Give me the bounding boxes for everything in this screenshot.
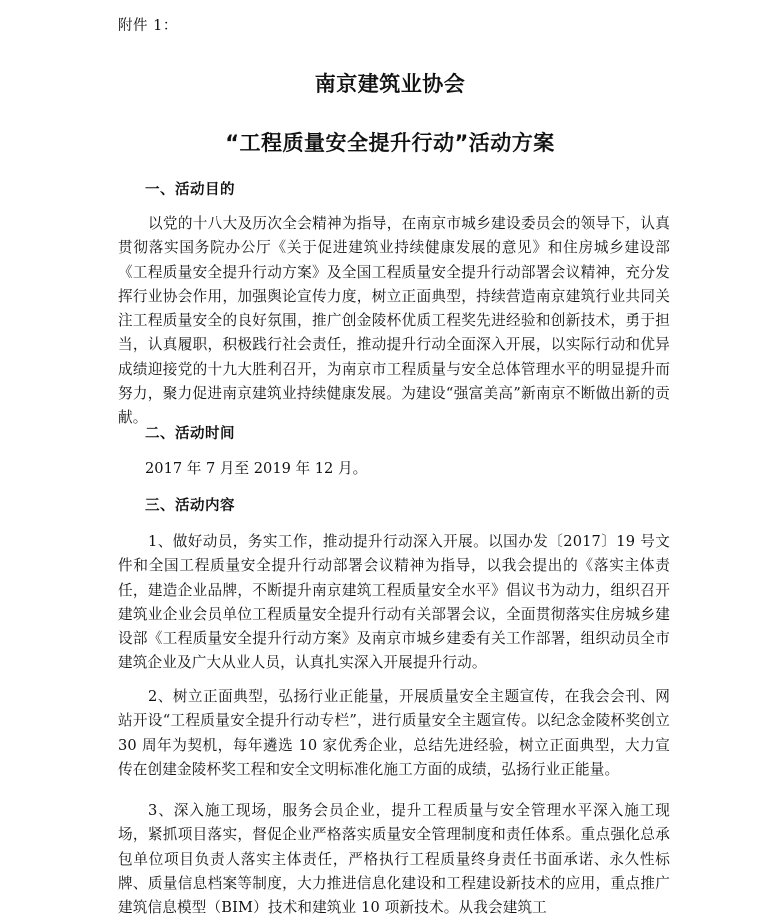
content-item-3: 3、深入施工现场，服务会员企业，提升工程质量与安全管理水平深入施工现场，紧抓项目落实，督促企业严格落实质量安全管理制度和责任体系。重点强化总承包单位项目负责人落实主体责任，严格执行工程质量终身责任书面承诺、永久性标牌、质量信息档案等制度，大力推进信息化建设和工程建设新技术的应用，重点推广建筑信息模型（BIM）技术和建筑业 10 项新技术。从我会建筑工 [118, 802, 670, 917]
title-organization: 南京建筑业协会 [314, 72, 466, 96]
content-item-2: 2、树立正面典型，弘扬行业正能量，开展质量安全主题宣传，在我会会刊、网站开设“工程质量安全提升行动专栏”，进行质量安全主题宣传。以纪念金陵杯奖创立 30 周年为契机，每年遴选 10 家优秀企业，总结先进经验，树立正面典型，大力宣传在创建金陵杯奖工程和安全文明标准化施工方面的成绩，弘扬行业正能量。 [118, 688, 670, 778]
section-heading-purpose: 一、活动目的 [145, 182, 235, 198]
section-heading-content: 三、活动内容 [145, 498, 235, 514]
section-heading-time: 二、活动时间 [145, 426, 235, 442]
activity-time-text: 2017 年 7 月至 2019 年 12 月。 [145, 460, 368, 477]
content-item-1: 1、做好动员，务实工作，推动提升行动深入开展。以国办发〔2017〕19 号文件和全国工程质量安全提升行动部署会议精神为指导，以我会提出的《落实主体责任，建造企业品牌，不断提升南京建筑工程质量安全水平》倡议书为动力，组织召开建筑业企业会员单位工程质量安全提升行动有关部署会议，全面贯彻落实住房城乡建设部《工程质量安全提升行动方案》及南京市城乡建委有关工作部署，组织动员全市建筑企业及广大从业人员，认真扎实深入开展提升行动。 [118, 533, 670, 672]
paragraph-purpose: 以党的十八大及历次全会精神为指导，在南京市城乡建设委员会的领导下，认真贯彻落实国务院办公厅《关于促进建筑业持续健康发展的意见》和住房城乡建设部《工程质量安全提升行动方案》及全国工程质量安全提升行动部署会议精神，充分发挥行业协会作用，加强舆论宣传力度，树立正面典型，持续营造南京建筑行业共同关注工程质量安全的良好氛围，推广创金陵杯优质工程奖先进经验和创新技术，勇于担当，认真履职，积极践行社会责任，推动提升行动全面深入开展，以实际行动和优异成绩迎接党的十九大胜利召开，为南京市工程质量与安全总体管理水平的明显提升而努力，聚力促进南京建筑业持续健康发展。为建设“强富美高”新南京不断做出新的贡献。 [118, 215, 670, 427]
title-plan: “工程质量安全提升行动”活动方案 [225, 131, 555, 155]
attachment-label: 附件 1： [118, 18, 178, 34]
